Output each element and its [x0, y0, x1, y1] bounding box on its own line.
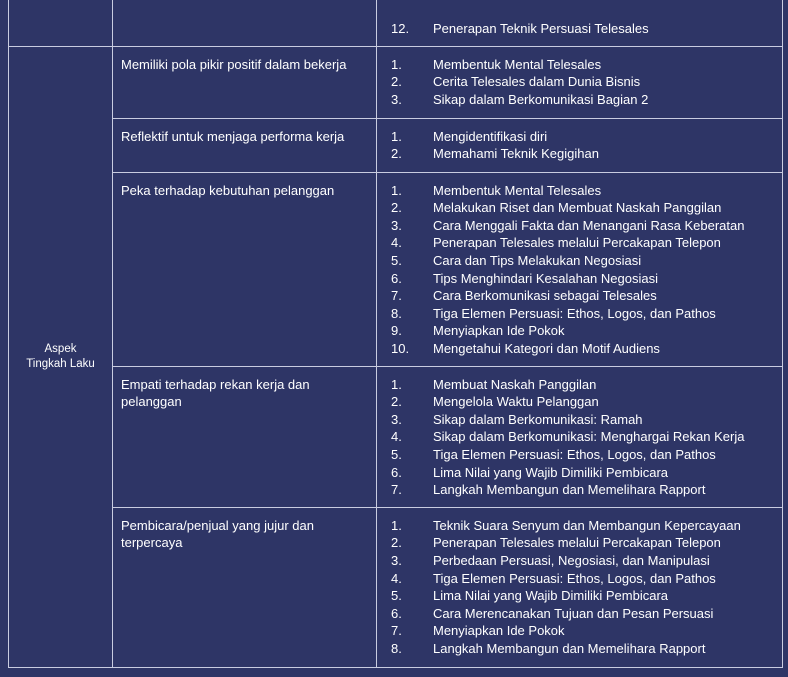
list-number: 1. [391, 56, 402, 72]
list-number: 4. [391, 570, 402, 586]
list-text: Cara Merencanakan Tujuan dan Pesan Persuasi [433, 605, 714, 621]
list-text: Menyiapkan Ide Pokok [433, 623, 565, 639]
list-item [377, 534, 774, 552]
list-item [377, 322, 774, 340]
list-item [377, 305, 774, 323]
list-text: Mengidentifikasi diri [433, 128, 548, 144]
list-item [377, 587, 774, 605]
curriculum-table [8, 0, 783, 668]
list-text: Penerapan Telesales melalui Percakapan Telepon [433, 535, 721, 551]
aspect-label-line1: Aspek [44, 342, 77, 355]
list-item [377, 605, 774, 623]
list-item [377, 199, 774, 217]
list-item [377, 552, 774, 570]
list-item [377, 56, 774, 74]
topics-cell [377, 46, 783, 118]
list-text: Cara Berkomunikasi sebagai Telesales [433, 288, 657, 304]
list-item [377, 428, 774, 446]
list-text: Cara dan Tips Melakukan Negosiasi [433, 252, 642, 268]
indicator-cell [113, 46, 377, 118]
list-text: Membentuk Mental Telesales [433, 56, 602, 72]
list-number: 6. [391, 605, 402, 621]
aspect-label-line2: Tingkah Laku [26, 357, 95, 370]
list-number: 6. [391, 464, 402, 480]
list-text: Lima Nilai yang Wajib Dimiliki Pembicara [433, 464, 669, 480]
indicator-cell [113, 507, 377, 667]
list-item [377, 464, 774, 482]
list-text: Perbedaan Persuasi, Negosiasi, dan Manipulasi [433, 552, 710, 568]
list-item [377, 340, 774, 358]
list-text: Cara Menggali Fakta dan Menangani Rasa Keberatan [433, 217, 745, 233]
list-text: Teknik Suara Senyum dan Membangun Kepercayaan [433, 517, 741, 533]
list-number: 1. [391, 182, 402, 198]
list-number: 9. [391, 323, 402, 339]
indicator-cell [113, 172, 377, 366]
list-number: 3. [391, 91, 402, 107]
list-item [377, 234, 774, 252]
list-text: Penerapan Teknik Persuasi Telesales [433, 21, 649, 36]
list-item [377, 252, 774, 270]
topics-cell [377, 366, 783, 507]
list-number: 2. [391, 394, 402, 410]
list-text: Menyiapkan Ide Pokok [433, 323, 565, 339]
list-item [377, 376, 774, 394]
list-item [377, 182, 774, 200]
topics-cell [377, 118, 783, 172]
list-text: Lima Nilai yang Wajib Dimiliki Pembicara [433, 588, 669, 604]
table-row-top [9, 0, 783, 46]
list-text: Membentuk Mental Telesales [433, 182, 602, 198]
list-text: Tiga Elemen Persuasi: Ethos, Logos, dan Pathos [433, 305, 716, 321]
topics-cell-top [377, 0, 783, 46]
table-row [9, 46, 783, 118]
indicator-cell-top-empty [113, 0, 377, 46]
aspect-cell-top-empty [9, 0, 113, 46]
indicator-text: Pembicara/penjual yang jujur dan terpercaya [121, 517, 314, 551]
topic-list [377, 517, 774, 658]
list-number: 7. [391, 482, 402, 498]
list-number: 7. [391, 288, 402, 304]
list-number: 1. [391, 128, 402, 144]
list-number: 4. [391, 429, 402, 445]
list-text: Melakukan Riset dan Membuat Naskah Panggilan [433, 200, 722, 216]
indicator-cell [113, 118, 377, 172]
list-text: Memahami Teknik Kegigihan [433, 146, 599, 162]
table-row [9, 172, 783, 366]
list-item [377, 91, 774, 109]
topics-cell [377, 172, 783, 366]
list-text: Sikap dalam Berkomunikasi: Menghargai Rekan Kerja [433, 429, 745, 445]
list-item [377, 217, 774, 235]
list-text: Cerita Telesales dalam Dunia Bisnis [433, 74, 641, 90]
list-number: 2. [391, 200, 402, 216]
indicator-text: Memiliki pola pikir positif dalam bekerja [121, 56, 347, 72]
list-number: 5. [391, 446, 402, 462]
list-item [377, 570, 774, 588]
list-item [377, 393, 774, 411]
list-text: Penerapan Telesales melalui Percakapan Telepon [433, 235, 721, 251]
list-number: 5. [391, 588, 402, 604]
list-number: 3. [391, 552, 402, 568]
list-item [377, 128, 774, 146]
list-number: 1. [391, 517, 402, 533]
list-item [377, 446, 774, 464]
list-item [377, 481, 774, 499]
list-number: 7. [391, 623, 402, 639]
list-text: Tips Menghindari Kesalahan Negosiasi [433, 270, 658, 286]
table-row [9, 118, 783, 172]
list-text: Tiga Elemen Persuasi: Ethos, Logos, dan Pathos [433, 446, 716, 462]
topic-list [377, 376, 774, 499]
list-text: Langkah Membangun dan Memelihara Rapport [433, 640, 706, 656]
indicator-text: Peka terhadap kebutuhan pelanggan [121, 182, 335, 198]
list-item [377, 640, 774, 658]
list-number: 1. [391, 376, 402, 392]
list-number: 2. [391, 74, 402, 90]
list-number: 10. [391, 340, 410, 356]
list-number: 12. [391, 21, 410, 36]
list-item [377, 517, 774, 535]
indicator-cell [113, 366, 377, 507]
list-number: 3. [391, 411, 402, 427]
table-row [9, 366, 783, 507]
list-text: Membuat Naskah Panggilan [433, 376, 597, 392]
topic-list [377, 182, 774, 358]
list-text: Sikap dalam Berkomunikasi Bagian 2 [433, 91, 649, 107]
list-item [377, 20, 774, 38]
list-item [377, 411, 774, 429]
list-number: 3. [391, 217, 402, 233]
list-text: Tiga Elemen Persuasi: Ethos, Logos, dan Pathos [433, 570, 716, 586]
list-text: Mengetahui Kategori dan Motif Audiens [433, 340, 660, 356]
list-number: 4. [391, 235, 402, 251]
list-item [377, 287, 774, 305]
list-number: 2. [391, 535, 402, 551]
list-item [377, 73, 774, 91]
topic-list [377, 128, 774, 163]
list-text: Langkah Membangun dan Memelihara Rapport [433, 482, 706, 498]
list-text: Sikap dalam Berkomunikasi: Ramah [433, 411, 643, 427]
topic-list [377, 20, 774, 38]
table-row [9, 507, 783, 667]
topic-list [377, 56, 774, 109]
list-item [377, 270, 774, 288]
indicator-text: Empati terhadap rekan kerja dan pelanggan [121, 376, 310, 410]
indicator-text: Reflektif untuk menjaga performa kerja [121, 128, 345, 144]
list-number: 5. [391, 252, 402, 268]
list-number: 8. [391, 640, 402, 656]
list-item [377, 622, 774, 640]
list-text: Mengelola Waktu Pelanggan [433, 394, 599, 410]
list-number: 6. [391, 270, 402, 286]
list-item [377, 145, 774, 163]
list-number: 8. [391, 305, 402, 321]
list-number: 2. [391, 146, 402, 162]
topics-cell [377, 507, 783, 667]
aspect-cell [9, 46, 113, 667]
